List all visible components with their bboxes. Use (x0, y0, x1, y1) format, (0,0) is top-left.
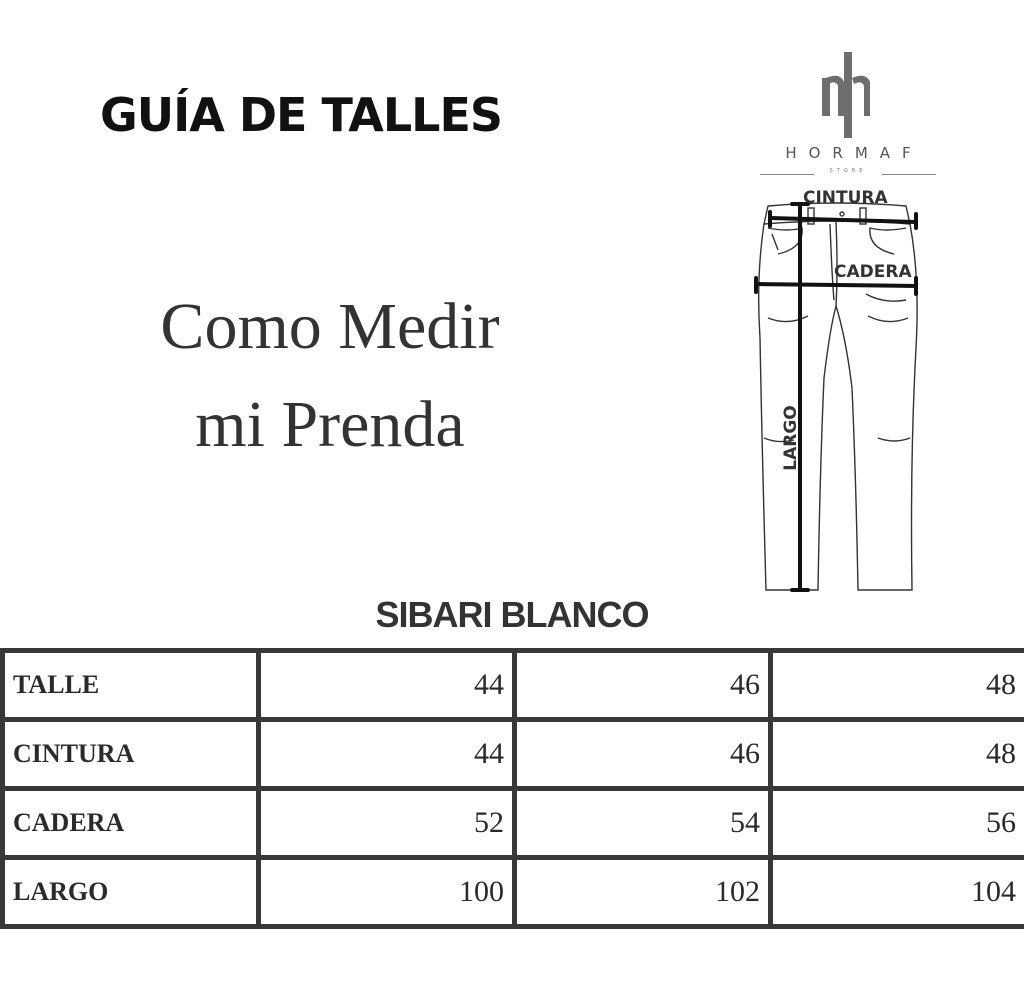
table-row (3, 651, 1024, 720)
row-label-largo: LARGO (3, 858, 259, 927)
product-name: SIBARI BLANCO (375, 594, 649, 635)
row-label-cadera: CADERA (3, 789, 259, 858)
table-cell: 46 (515, 720, 771, 789)
row-label-cintura: CINTURA (3, 720, 259, 789)
table-cell: 56 (771, 789, 1024, 858)
length-label: LARGO (780, 405, 801, 471)
size-table (0, 648, 1024, 929)
mh-monogram-icon (760, 48, 936, 144)
logo-divider-left (760, 174, 814, 175)
table-cell: 48 (771, 720, 1024, 789)
table-row (3, 789, 1024, 858)
table-cell: 44 (259, 720, 515, 789)
table-cell: 100 (259, 858, 515, 927)
waist-label: CINTURA (803, 188, 888, 208)
logo-divider-right (882, 174, 936, 175)
brand-tagline: STORE (829, 168, 867, 174)
hip-label: CADERA (834, 262, 912, 282)
how-to-line-1: Como Medir (160, 290, 500, 363)
table-row (3, 720, 1024, 789)
row-label-talle: TALLE (3, 651, 259, 720)
table-cell: 54 (515, 789, 771, 858)
pants-measurement-diagram (748, 188, 924, 612)
table-cell: 104 (771, 858, 1024, 927)
how-to-line-2: mi Prenda (195, 388, 465, 461)
table-cell: 52 (259, 789, 515, 858)
table-row (3, 858, 1024, 927)
table-cell: 48 (771, 651, 1024, 720)
table-cell: 102 (515, 858, 771, 927)
how-to-measure-heading (100, 278, 560, 474)
page-title: GUÍA DE TALLES (100, 88, 503, 142)
table-cell: 44 (259, 651, 515, 720)
brand-name: HORMAF (785, 144, 923, 162)
brand-logo (760, 48, 936, 180)
table-cell: 46 (515, 651, 771, 720)
